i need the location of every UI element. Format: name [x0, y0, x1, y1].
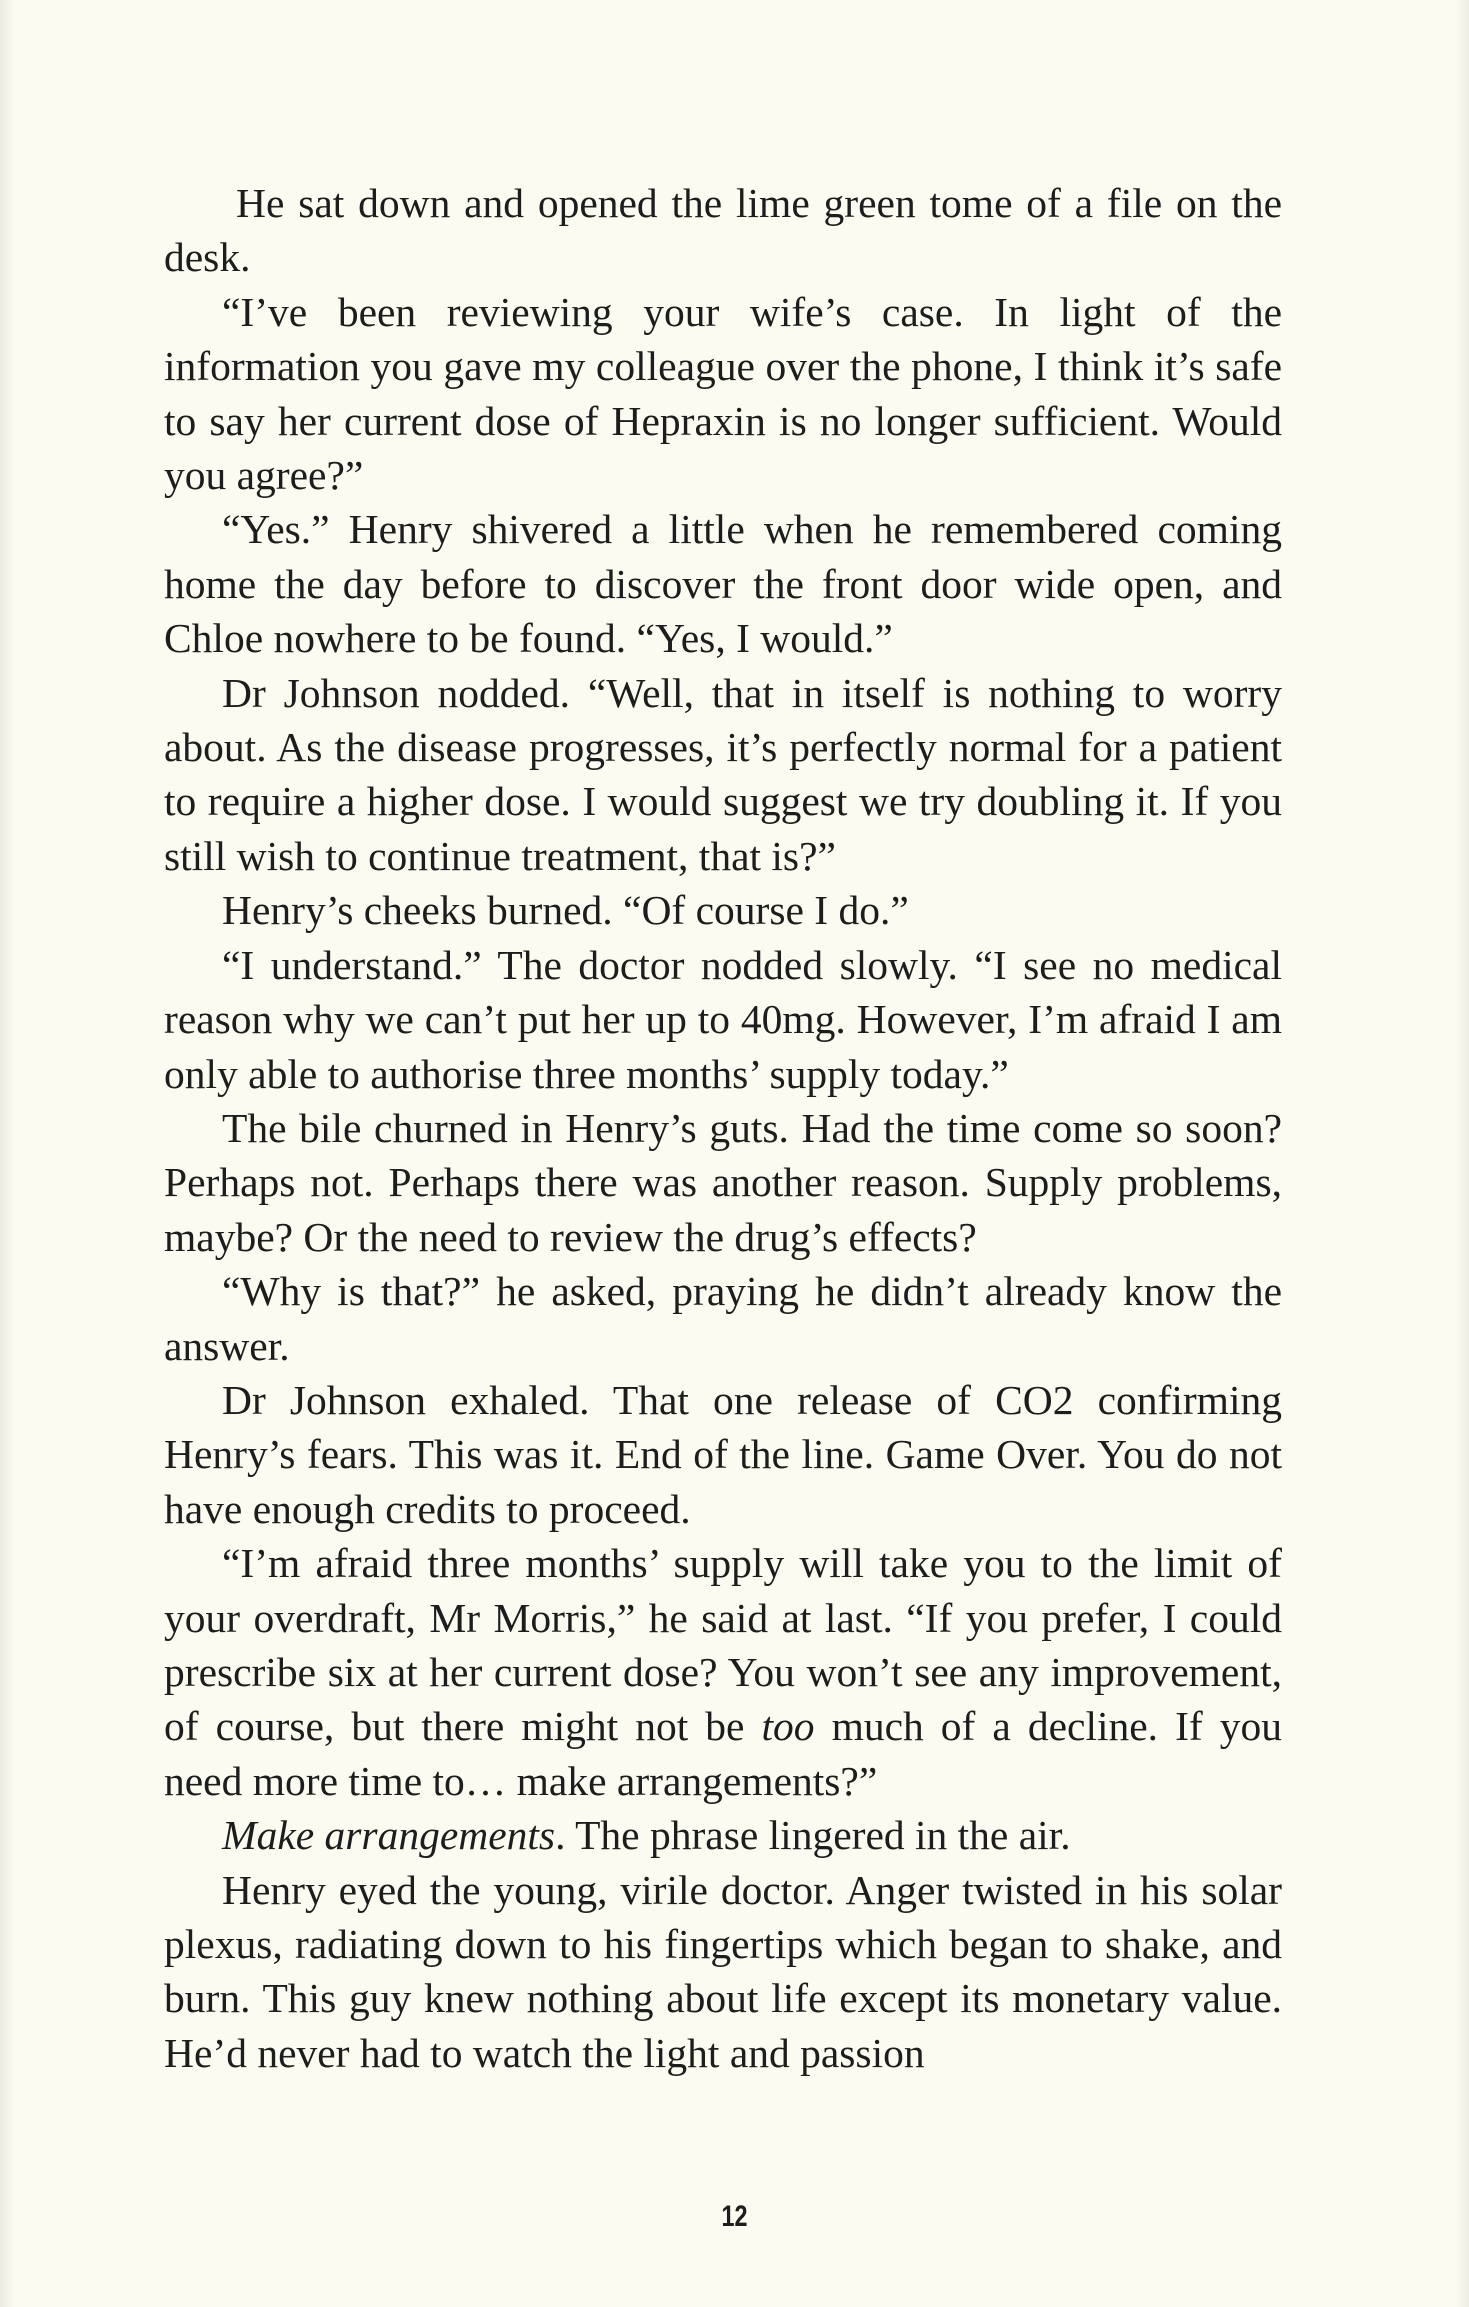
- body-text: [164, 176, 1282, 2080]
- page-number: 12: [721, 2200, 748, 2233]
- paragraph: He sat down and opened the lime green tome of a file on the desk.: [164, 180, 1282, 281]
- paragraph: Henry’s cheeks burned. “Of course I do.”: [222, 887, 909, 934]
- paragraph-text: “I’m afraid three months’ supply will take you to the limit of your overdraft, Mr Morris,” he said at last. “If you prefer, I could prescribe six at her current dose? You won’t see any improvement, of course, but there might not be: [164, 1540, 1282, 1750]
- paragraph: Dr Johnson nodded. “Well, that in itself is nothing to worry about. As the disease progresses, it’s perfectly normal for a patient to require a higher dose. I would suggest we try doubling it. If you still wish to continue treatment, that is?”: [164, 669, 1282, 879]
- paragraph: Henry eyed the young, virile doctor. Anger twisted in his solar plexus, radiating down to his fingertips which began to shake, and burn. This guy knew nothing about life except its monetary value. He’d never had to watch the light and passion: [164, 1866, 1282, 2076]
- paragraph: “I understand.” The doctor nodded slowly. “I see no medical reason why we can’t put her up to 40mg. However, I’m afraid I am only able to authorise three months’ supply today.”: [164, 941, 1282, 1097]
- paragraph-text: . The phrase lingered in the air.: [555, 1812, 1071, 1859]
- paragraph: “Why is that?” he asked, praying he didn’t already know the answer.: [164, 1268, 1282, 1369]
- paragraph: The bile churned in Henry’s guts. Had the time come so soon? Perhaps not. Perhaps there was another reason. Supply problems, maybe? Or the need to review the drug’s effects?: [164, 1104, 1282, 1260]
- paragraph: Dr Johnson exhaled. That one release of CO2 confirming Henry’s fears. This was it. End of the line. Game Over. You do not have enough credits to proceed.: [164, 1376, 1282, 1532]
- page-right-edge: [1455, 0, 1469, 2307]
- paragraph: [164, 1808, 1282, 1862]
- paragraph: [164, 1536, 1282, 1808]
- emphasis-text: Make arrangements: [222, 1812, 556, 1859]
- paragraph-text: much of a decline. If you need more time to… make arrangements?”: [164, 1703, 1282, 1804]
- paragraph: “I’ve been reviewing your wife’s case. In light of the information you gave my colleague over the phone, I think it’s safe to say her current dose of Hepraxin is no longer sufficient. Would you agree?”: [164, 288, 1282, 499]
- paragraph: “Yes.” Henry shivered a little when he remembered coming home the day before to discover the front door wide open, and Chloe nowhere to be found. “Yes, I would.”: [164, 506, 1282, 662]
- page-left-edge: [0, 0, 14, 2307]
- emphasis-text: too: [761, 1703, 815, 1750]
